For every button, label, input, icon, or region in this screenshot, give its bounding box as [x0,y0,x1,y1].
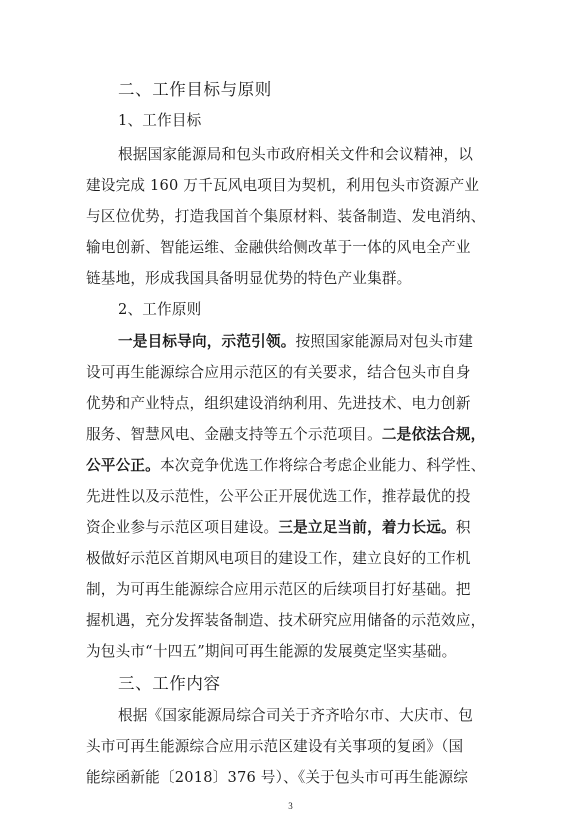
principles-text: 积 [455,519,471,536]
goal-paragraph-line: 输电创新、智能运维、金融供给侧改革于一体的风电全产业 [86,239,471,256]
principles-line: 制，为可再生能源综合应用示范区的后续项目打好基础。把 [86,581,471,598]
principles-text: 按照国家能源局对包头市建 [295,333,474,350]
content-paragraph-line: 能综函新能〔2018〕376 号）、《关于包头市可再生能源综 [86,769,469,786]
principles-line: 握机遇，充分发挥装备制造、技术研究应用储备的示范效应， [86,612,486,629]
principle-1-title: 一是目标导向，示范引领。 [118,333,296,350]
principles-line: 优势和产业特点，组织建设消纳利用、先进技术、电力创新 [86,395,471,412]
content-paragraph-line: 头市可再生能源综合应用示范区建设有关事项的复函》（国 [86,738,464,755]
principles-text: 本次竞争优选工作将综合考虑企业能力、科学性、 [159,457,486,474]
section-2-heading: 二、工作目标与原则 [118,80,272,99]
principles-line [118,332,473,352]
content-paragraph-line: 根据《国家能源局综合司关于齐齐哈尔市、大庆市、包 [118,707,474,724]
page-number: 3 [288,801,293,811]
subsection-1-heading: 1、工作目标 [118,112,202,129]
goal-paragraph-line: 链基地，形成我国具备明显优势的特色产业集群。 [86,270,412,287]
principles-line [86,425,485,445]
principles-text: 资企业参与示范区项目建设。 [86,519,279,536]
goal-paragraph-line: 建设完成 160 万千瓦风电项目为契机，利用包头市资源产业 [86,177,480,194]
principles-line: 先进性以及示范性，公平公正开展优选工作，推荐最优的投 [86,488,471,505]
principle-2-title-cont: 公平公正。 [86,457,160,474]
principles-line [86,456,485,476]
principles-line: 极做好示范区首期风电项目的建设工作，建立良好的工作机 [86,550,471,567]
principles-line: 为包头市“十四五”期间可再生能源的发展奠定坚实基础。 [86,643,457,660]
section-3-heading: 三、工作内容 [118,674,221,693]
principles-text: 服务、智慧风电、金融支持等五个示范项目。 [86,426,382,443]
principles-line [86,518,471,538]
goal-paragraph-line: 与区位优势，打造我国首个集原材料、装备制造、发电消纳、 [86,208,486,225]
principles-line: 设可再生能源综合应用示范区的有关要求，结合包头市自身 [86,364,471,381]
principle-2-title: 二是依法合规， [381,426,486,443]
principle-3-title: 三是立足当前，着力长远。 [278,519,456,536]
subsection-2-heading: 2、工作原则 [118,301,202,318]
goal-paragraph-line: 根据国家能源局和包头市政府相关文件和会议精神，以 [118,146,474,163]
